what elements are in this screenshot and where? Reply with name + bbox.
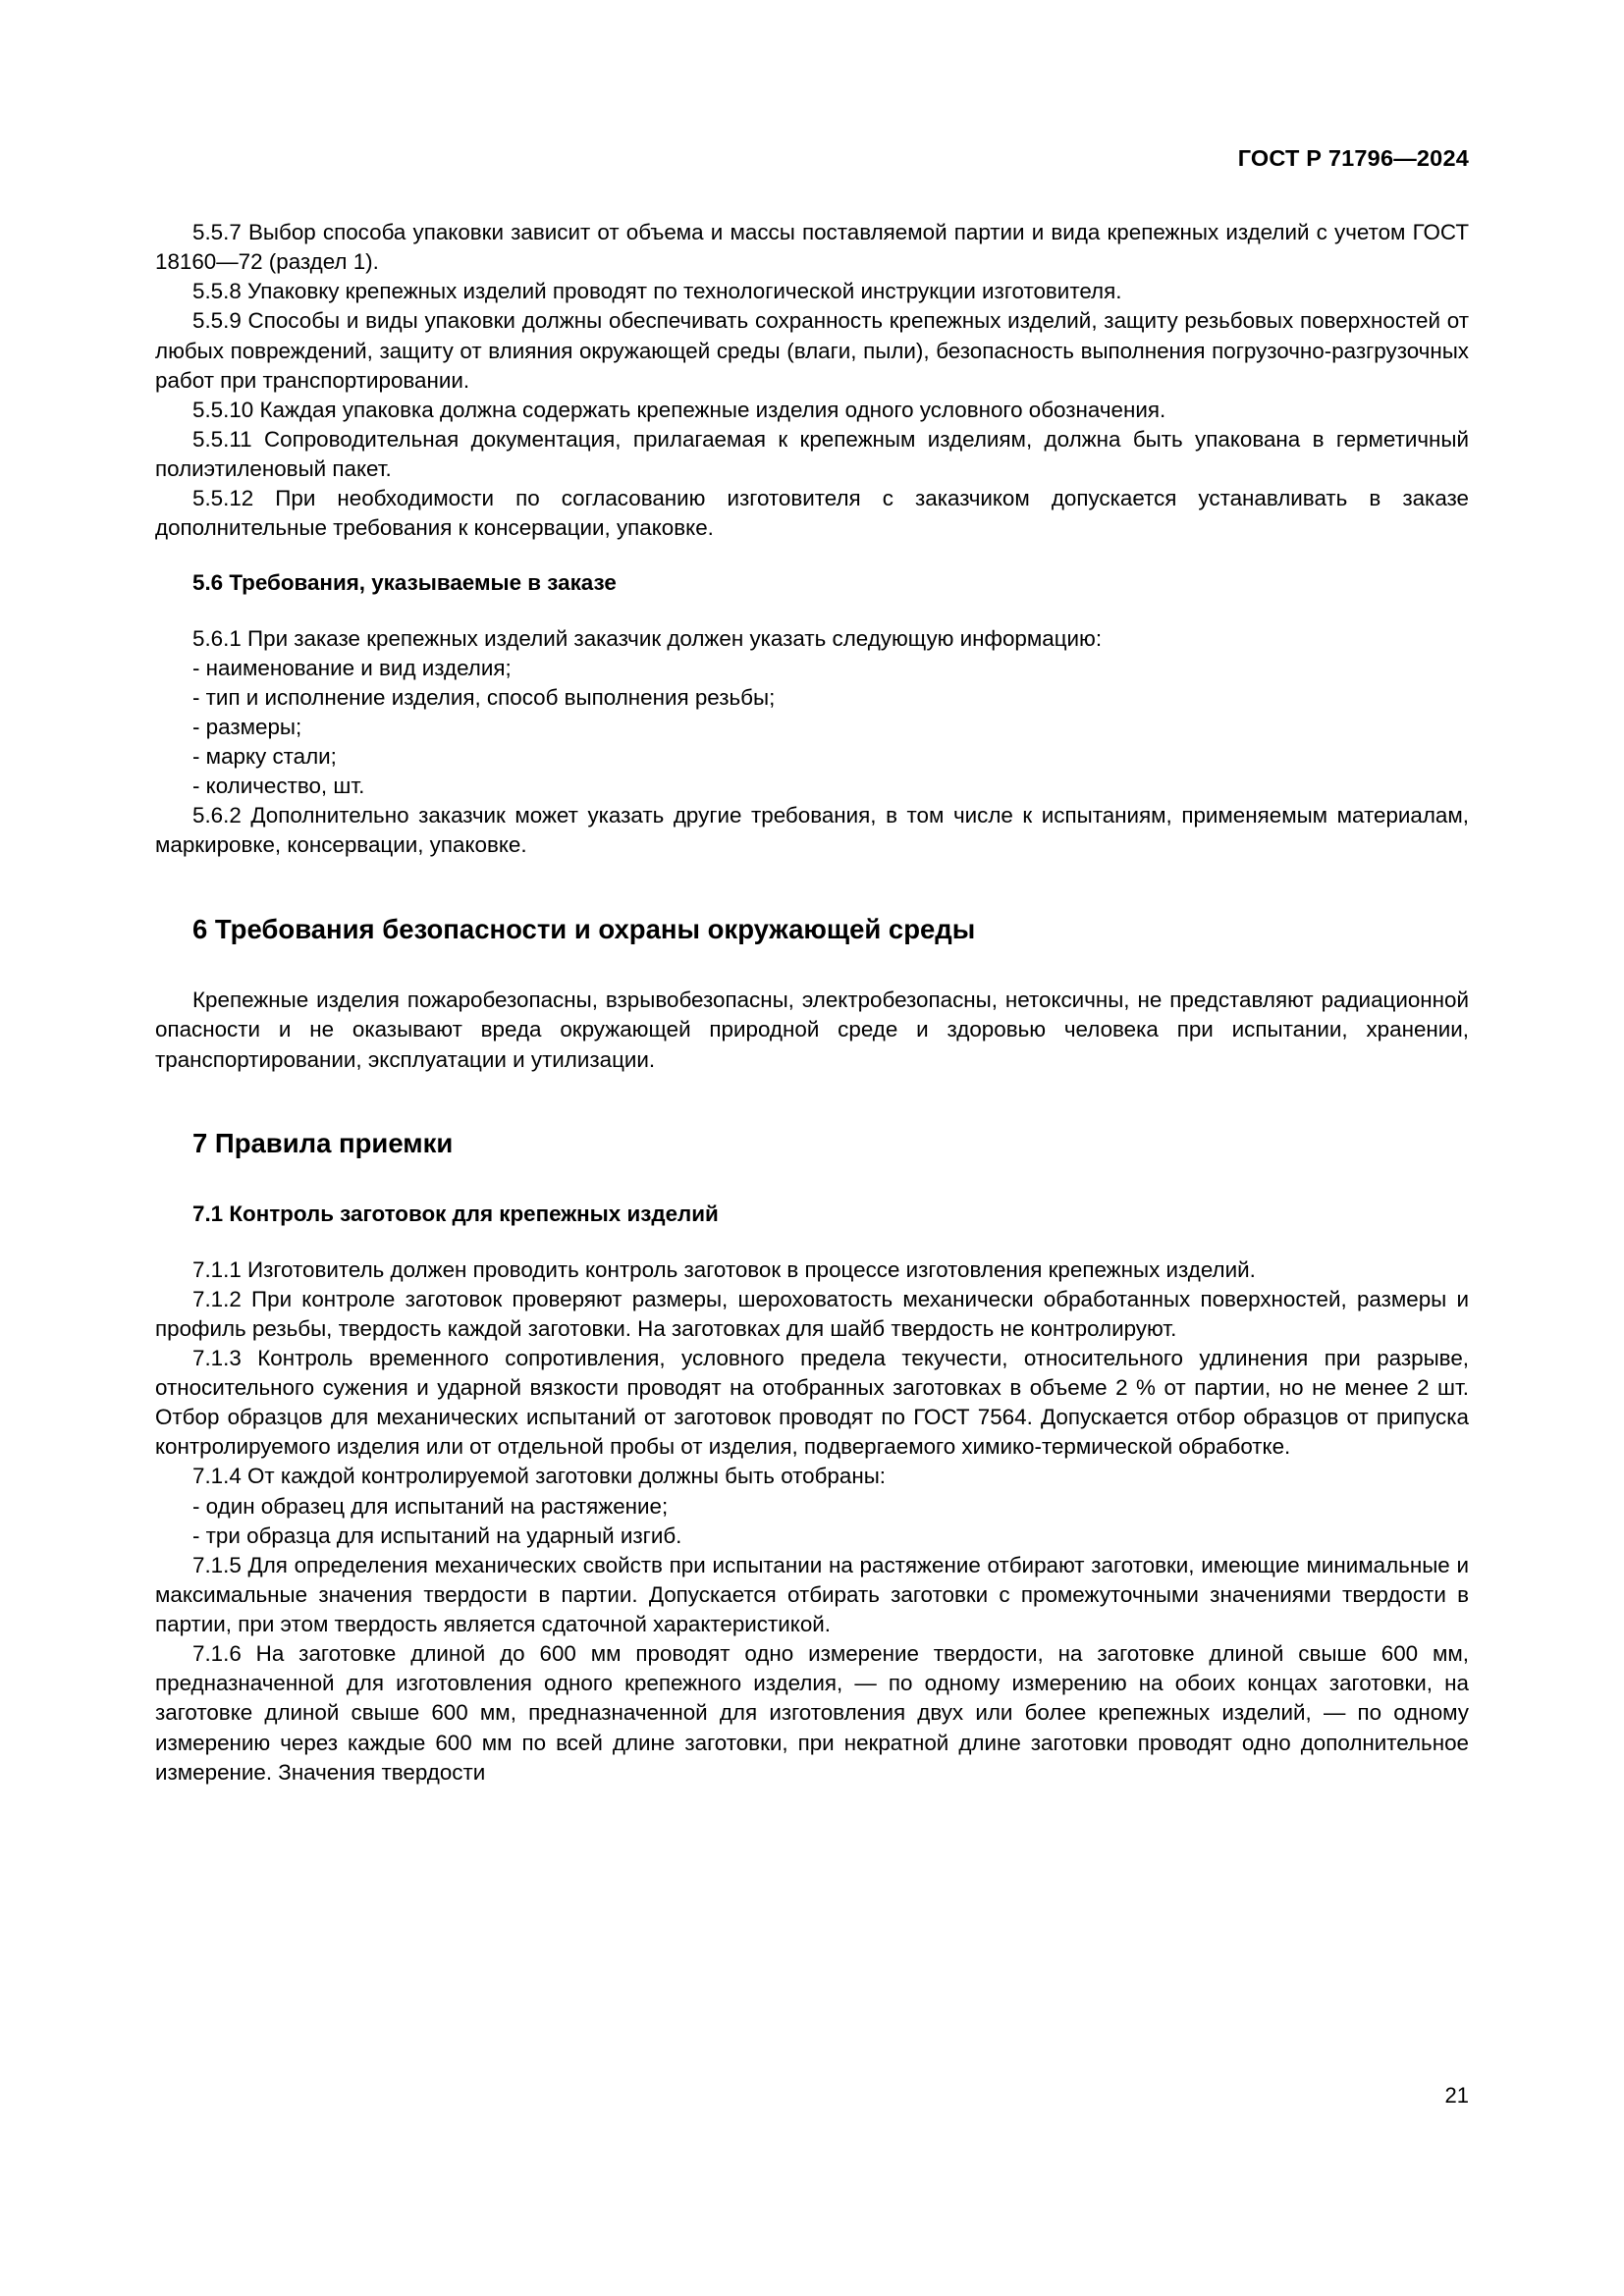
heading-section-7: 7 Правила приемки [192,1127,454,1158]
list-item: - количество, шт. [192,774,365,799]
page-number: 21 [1444,2083,1469,2108]
paragraph-7-1-4: 7.1.4 От каждой контролируемой заготовки должны быть отобраны: [192,1464,887,1489]
spacer [155,543,1469,568]
list-item: - тип и исполнение изделия, способ выполнения резьбы; [192,684,776,710]
paragraph-5-5-8: 5.5.8 Упаковку крепежных изделий проводят по технологической инструкции изготовителя. [192,279,1122,304]
paragraph-7-1-3: 7.1.3 Контроль временного сопротивления, условного предела текучести, относительного удлинения при разрыве, относительного сужения и ударной вязкости проводят на отобранных заготовках в объеме 2 % от партии, но не менее 2 шт. Отбор образцов для механических испытаний от заготовок проводят по ГОСТ 7564. Допускается отбор образцов от припуска контролируемого изделия или от отдельной пробы от изделия, подвергаемого химико-термической обработке. [155,1345,1469,1460]
paragraph-5-5-12: 5.5.12 При необходимости по согласованию изготовителя с заказчиком допускается устанавливать в заказе дополнительные требования к консервации, упаковке. [155,486,1469,541]
heading-7-1: 7.1 Контроль заготовок для крепежных изделий [192,1201,719,1227]
paragraph-5-5-9: 5.5.9 Способы и виды упаковки должны обеспечивать сохранность крепежных изделий, защиту резьбовых поверхностей от любых повреждений, защиту от влияния окружающей среды (влаги, пыли), безопасность выполнения погрузочно-разгрузочных работ при транспортировании. [155,308,1469,393]
list-item: - наименование и вид изделия; [192,655,512,680]
page-body-content [155,218,1469,1788]
paragraph-7-1-5: 7.1.5 Для определения механических свойств при испытании на растяжение отбирают заготовки, имеющие минимальные и максимальные значения твердости в партии. Допускается отбирать заготовки с промежуточными значениями твердости в партии, при этом твердость является сдаточной характеристикой. [155,1552,1469,1636]
paragraph-7-1-1: 7.1.1 Изготовитель должен проводить контроль заготовок в процессе изготовления крепежных изделий. [192,1256,1256,1282]
paragraph-5-5-11: 5.5.11 Сопроводительная документация, прилагаемая к крепежным изделиям, должна быть упакована в герметичный полиэтиленовый пакет. [155,426,1469,481]
page-header-standard-number: ГОСТ Р 71796—2024 [1237,145,1469,171]
paragraph-7-1-2: 7.1.2 При контроле заготовок проверяют размеры, шероховатость механически обработанных поверхностей, размеры и профиль резьбы, твердость каждой заготовки. На заготовках для шайб твердость не контролируют. [155,1286,1469,1341]
spacer [155,946,1469,986]
spacer [155,861,1469,912]
paragraph-7-1-6: 7.1.6 На заготовке длиной до 600 мм проводят одно измерение твердости, на заготовке длиной свыше 600 мм, предназначенной для изготовления одного крепежного изделия, — по одному измерению на обоих концах заготовки, на заготовке длиной свыше 600 мм, предназначенной для изготовления двух или более крепежных изделий, — по одному измерению через каждые 600 мм по всей длине заготовки, при некратной длине заготовки проводят одно дополнительное измерение. Значения твердости [155,1641,1469,1785]
spacer [155,1160,1469,1200]
heading-5-6: 5.6 Требования, указываемые в заказе [192,570,617,596]
spacer [155,1230,1469,1255]
heading-section-6: 6 Требования безопасности и охраны окружающей среды [192,913,976,944]
paragraph-5-5-7: 5.5.7 Выбор способа упаковки зависит от объема и массы поставляемой партии и вида крепежных изделий с учетом ГОСТ 18160—72 (раздел 1). [155,220,1469,275]
spacer [155,1075,1469,1126]
paragraph-6-intro: Крепежные изделия пожаробезопасны, взрывобезопасны, электробезопасны, нетоксичны, не представляют радиационной опасности и не оказывают вреда окружающей природной среде и здоровью человека при испытании, хранении, транспортировании, эксплуатации и утилизации. [155,988,1469,1072]
paragraph-5-6-1: 5.6.1 При заказе крепежных изделий заказчик должен указать следующую информацию: [192,625,1103,651]
paragraph-5-5-10: 5.5.10 Каждая упаковка должна содержать крепежные изделия одного условного обозначения. [192,397,1166,422]
list-item: - три образца для испытаний на ударный изгиб. [192,1522,682,1548]
list-item: - один образец для испытаний на растяжение; [192,1493,669,1519]
paragraph-5-6-2: 5.6.2 Дополнительно заказчик может указать другие требования, в том числе к испытаниям, применяемым материалам, маркировке, консервации, упаковке. [155,803,1469,858]
list-item: - размеры; [192,714,302,739]
list-item: - марку стали; [192,744,337,769]
spacer [155,599,1469,624]
